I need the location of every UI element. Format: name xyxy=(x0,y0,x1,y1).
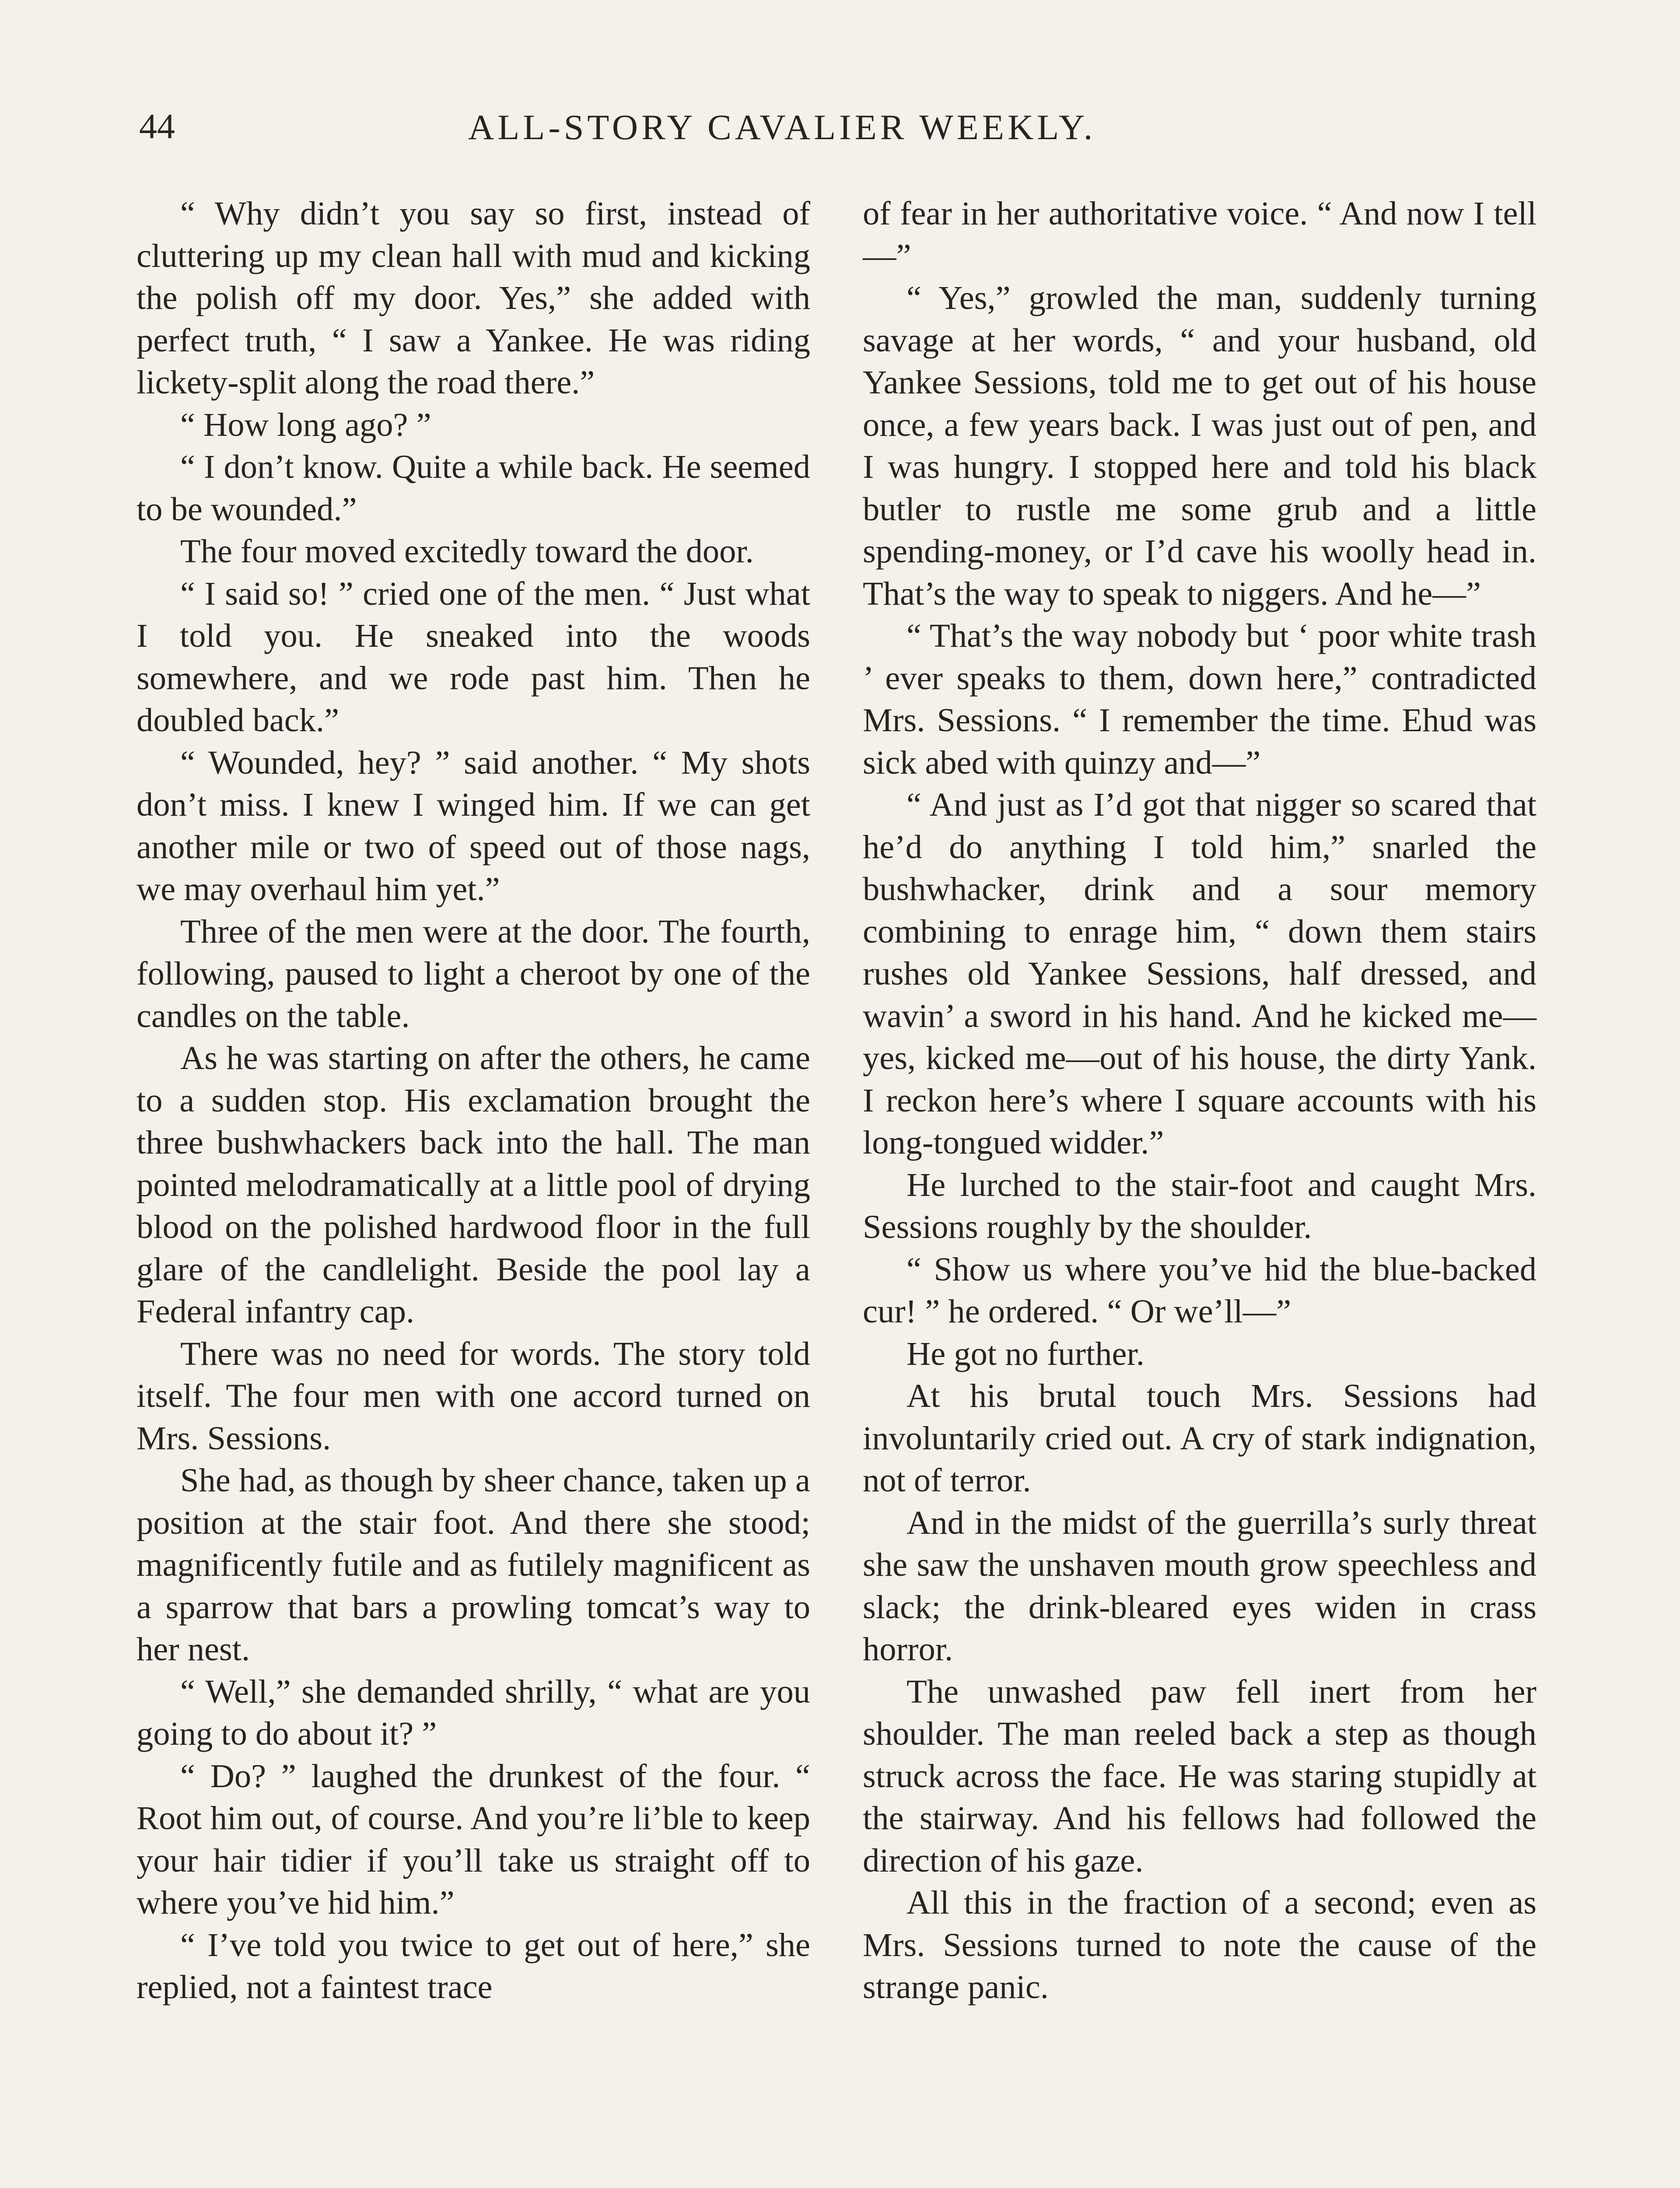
paragraph: He got no further. xyxy=(906,1335,1144,1372)
paragraph: “ Well,” she demanded shrilly, “ what are you going to do about it? ” xyxy=(136,1673,810,1752)
paragraph: “ Do? ” laughed the drunkest of the four. “ Root him out, of course. And you’re li’ble to keep your hair tidier if you’ll take us straight off to where you’ve hid him.” xyxy=(136,1757,810,1921)
paragraph: “ Show us where you’ve hid the blue-backed cur! ” he ordered. “ Or we’ll—” xyxy=(863,1250,1536,1330)
paragraph: At his brutal touch Mrs. Sessions had involuntarily cried out. A cry of stark indignation, not of terror. xyxy=(863,1377,1536,1499)
paragraph: “ Why didn’t you say so first, instead of cluttering up my clean hall with mud and kicking the polish off my door. Yes,” she added with perfect truth, “ I saw a Yankee. He was riding lickety-split along the road there.” xyxy=(136,195,810,401)
paragraph: “ That’s the way nobody but ‘ poor white trash ’ ever speaks to them, down here,” contradicted Mrs. Sessions. “ I remember the time. Ehud was sick abed with quinzy and—” xyxy=(863,617,1536,781)
left-text-column xyxy=(136,193,810,2009)
paragraph: There was no need for words. The story told itself. The four men with one accord turned on Mrs. Sessions. xyxy=(136,1335,810,1457)
paragraph: “ Wounded, hey? ” said another. “ My shots don’t miss. I knew I winged him. If we can get another mile or two of speed out of those nags, we may overhaul him yet.” xyxy=(136,743,810,908)
right-text-column xyxy=(863,193,1536,2009)
paragraph: The four moved excitedly toward the door. xyxy=(180,533,754,570)
paragraph: “ Yes,” growled the man, suddenly turning savage at her words, “ and your husband, old Yankee Sessions, told me to get out of his house once, a few years back. I was just out of pen, and I was hungry. I stopped here and told his black butler to rustle me some grub and a little spending-money, or I’d cave his woolly head in. That’s the way to speak to niggers. And he—” xyxy=(863,279,1536,612)
paragraph: All this in the fraction of a second; even as Mrs. Sessions turned to note the cause of the strange panic. xyxy=(863,1884,1536,2006)
paragraph: “ I said so! ” cried one of the men. “ Just what I told you. He sneaked into the woods somewhere, and we rode past him. Then he doubled back.” xyxy=(136,575,810,739)
paragraph: “ How long ago? ” xyxy=(180,406,431,443)
paragraph: “ And just as I’d got that nigger so scared that he’d do anything I told him,” snarled the bushwhacker, drink and a sour memory combining to enrage him, “ down them stairs rushes old Yankee Sessions, half dressed, and wavin’ a sword in his hand. And he kicked me—yes, kicked me—out of his house, the dirty Yank. I reckon here’s where I square accounts with his long-tongued widder.” xyxy=(863,786,1536,1161)
paragraph: She had, as though by sheer chance, taken up a position at the stair foot. And there she stood; magnificently futile and as futilely magnificent as a sparrow that bars a prowling tomcat’s way to her nest. xyxy=(136,1462,810,1668)
paragraph: As he was starting on after the others, he came to a sudden stop. His exclamation brought the three bushwhackers back into the hall. The man pointed melodramatically at a little pool of drying blood on the polished hardwood floor in the full glare of the candlelight. Beside the pool lay a Federal infantry cap. xyxy=(136,1039,810,1330)
page-number: 44 xyxy=(139,106,175,146)
paragraph: The unwashed paw fell inert from her shoulder. The man reeled back a step as though struck across the face. He was staring stupidly at the stairway. And his fellows had followed the direction of his gaze. xyxy=(863,1673,1536,1879)
paragraph: of fear in her authoritative voice. “ And now I tell—” xyxy=(863,195,1536,274)
paragraph: “ I’ve told you twice to get out of here,” she replied, not a faintest trace xyxy=(136,1926,810,2006)
paragraph: He lurched to the stair-foot and caught Mrs. Sessions roughly by the shoulder. xyxy=(863,1166,1536,1245)
paragraph: “ I don’t know. Quite a while back. He seemed to be wounded.” xyxy=(136,448,810,528)
paragraph: And in the midst of the guerrilla’s surly threat she saw the unshaven mouth grow speechless and slack; the drink-bleared eyes widen in crass horror. xyxy=(863,1504,1536,1668)
paragraph: Three of the men were at the door. The fourth, following, paused to light a cheroot by one of the candles on the table. xyxy=(136,912,810,1034)
running-head: ALL-STORY CAVALIER WEEKLY. xyxy=(468,107,1096,147)
